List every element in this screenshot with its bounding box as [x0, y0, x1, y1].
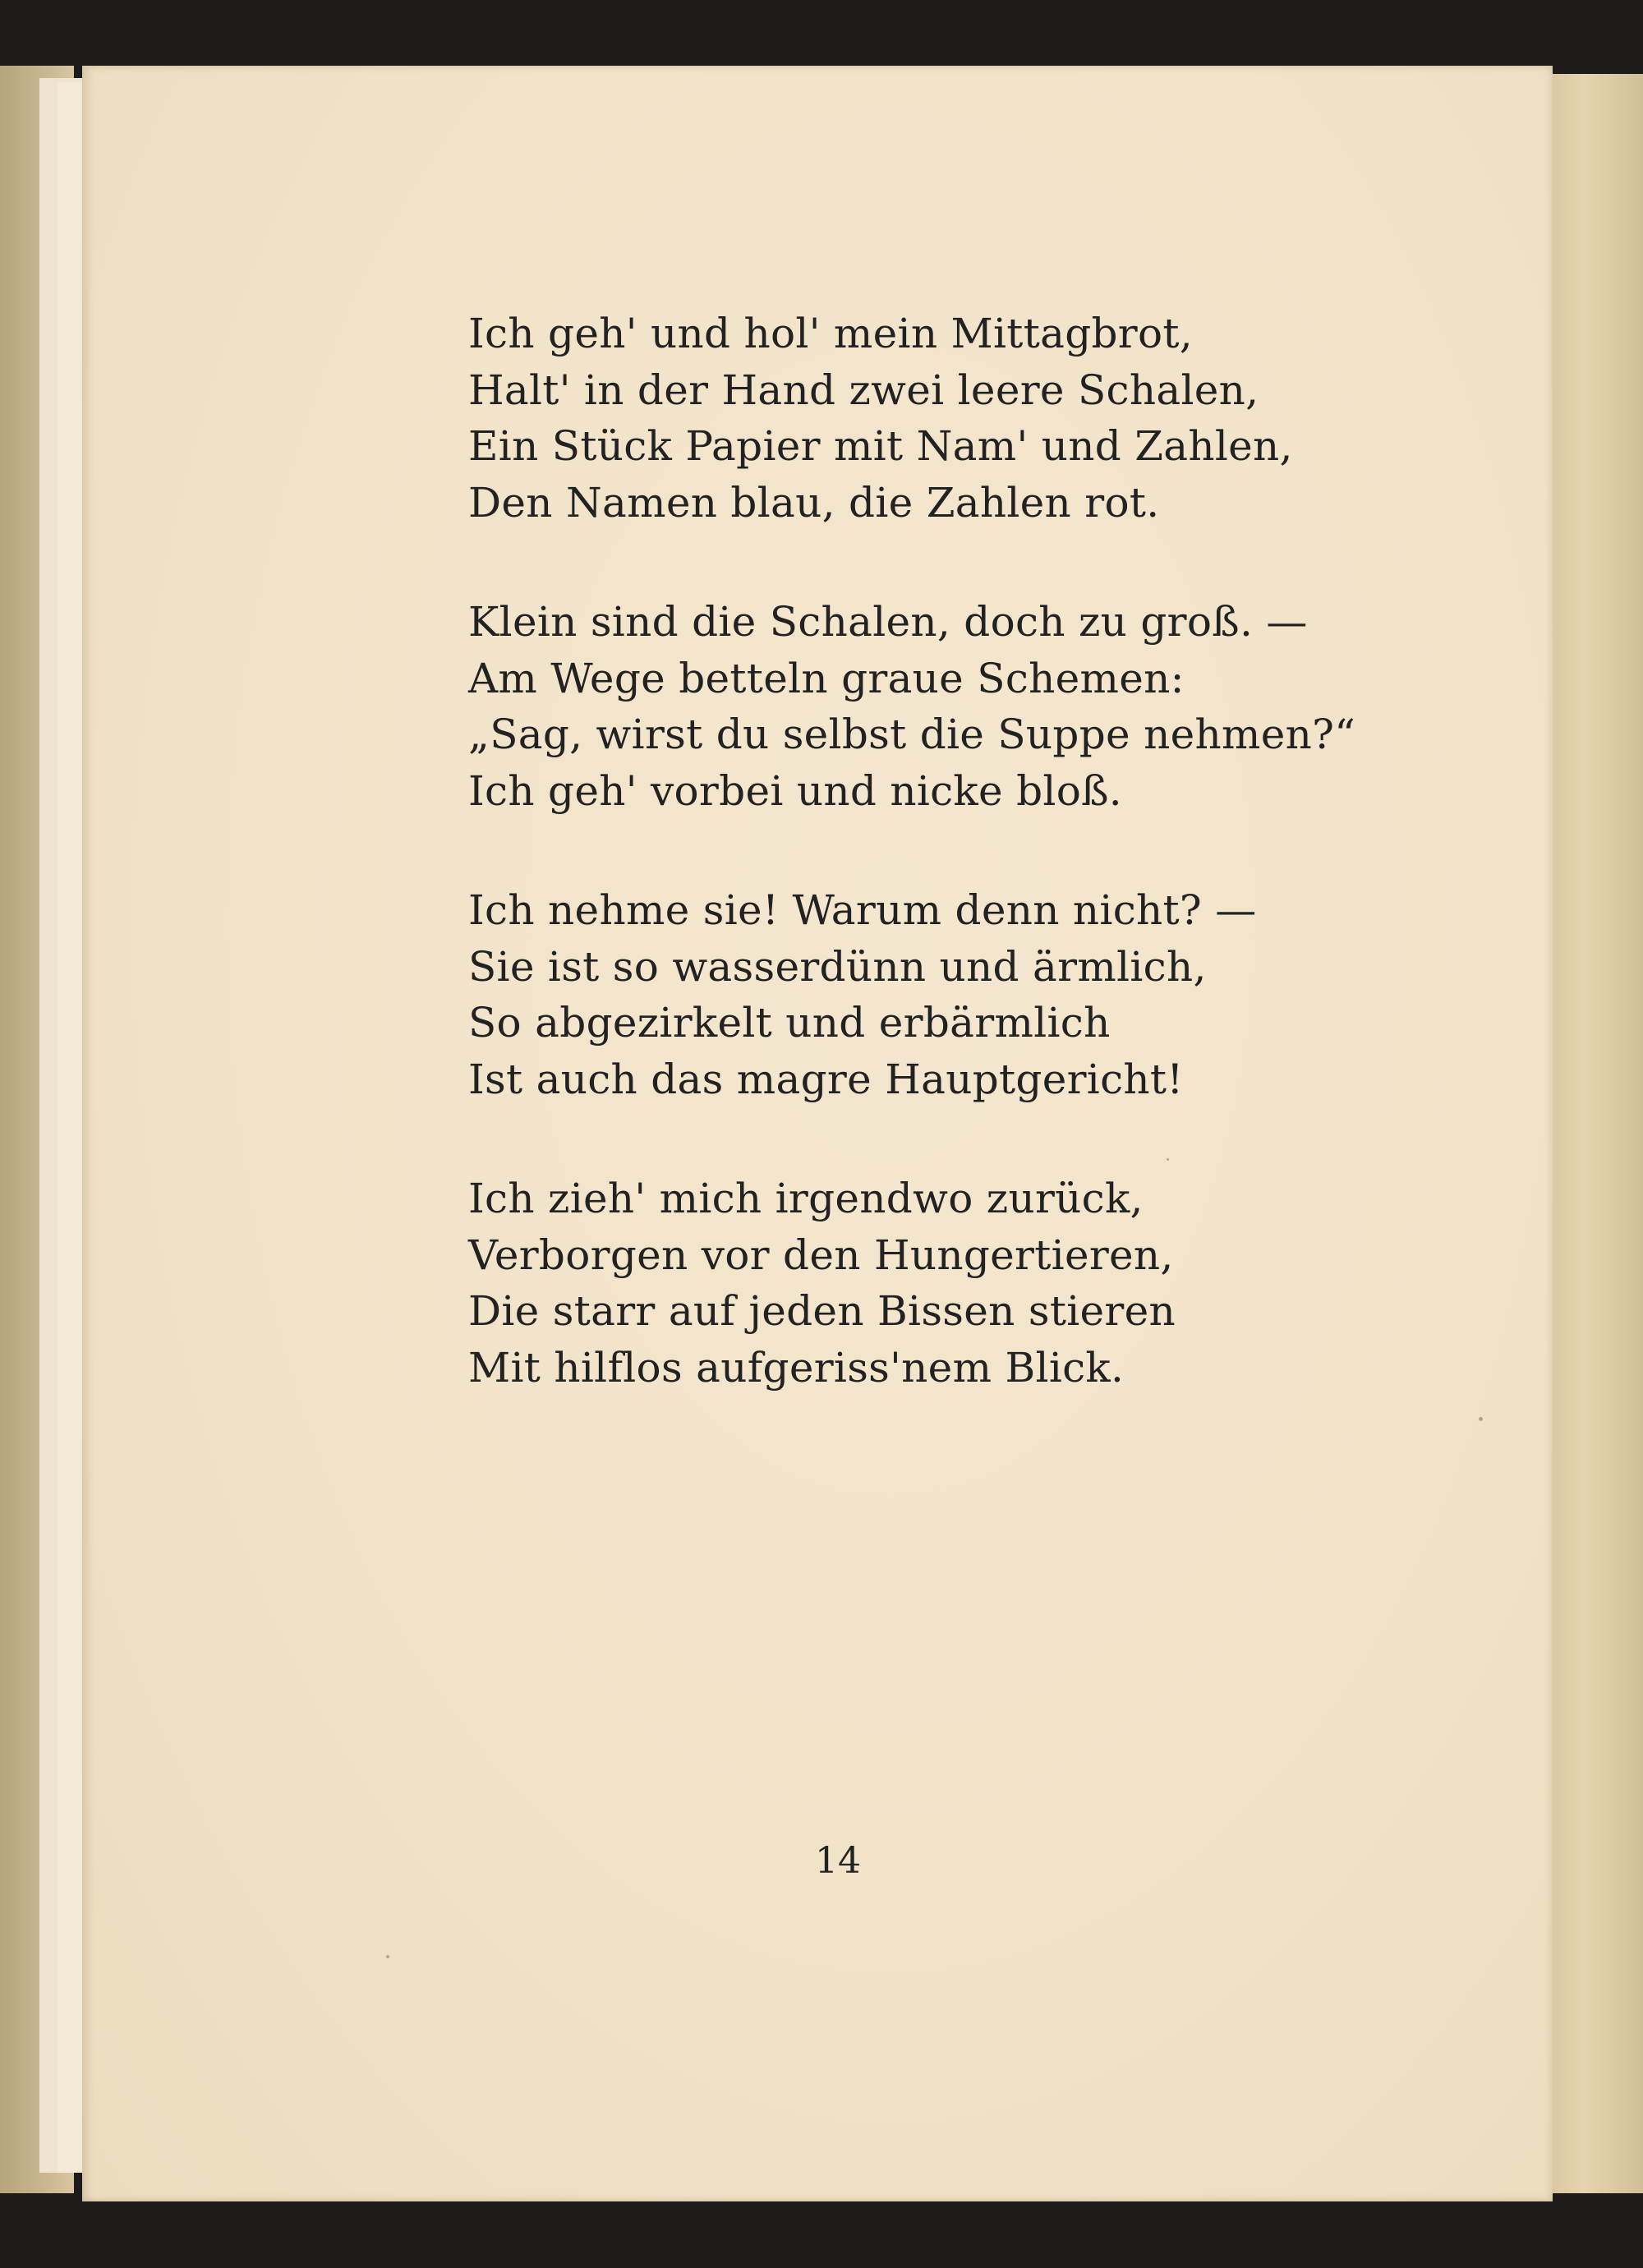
poem-line: „Sag, wirst du selbst die Suppe nehmen?“: [468, 711, 1356, 758]
poem-line: Am Wege betteln graue Schemen:: [468, 654, 1185, 702]
poem-line: So abgezirkelt und erbärmlich: [468, 999, 1111, 1047]
poem-line: Ich geh' vorbei und nicke bloß.: [468, 766, 1122, 815]
poem-line: Klein sind die Schalen, doch zu groß. —: [468, 598, 1308, 646]
stanza-1: [468, 306, 1293, 531]
poem-line: Die starr auf jeden Bissen stieren: [468, 1287, 1176, 1335]
poem-line: Den Namen blau, die Zahlen rot.: [468, 478, 1160, 527]
poem-line: Ich geh' und hol' mein Mittagbrot,: [468, 310, 1194, 357]
poem-line: Mit hilflos aufgeriss'nem Blick.: [468, 1343, 1125, 1392]
poem-line: Halt' in der Hand zwei leere Schalen,: [468, 366, 1259, 414]
poem-line: Ist auch das magre Hauptgericht!: [468, 1055, 1184, 1103]
paper-speck: [386, 1955, 389, 1958]
stanza-2: [468, 594, 1356, 819]
poem-line: Ich zieh' mich irgendwo zurück,: [468, 1175, 1144, 1222]
stanza-3: [468, 882, 1290, 1107]
poem: [468, 306, 1356, 1396]
poem-line: Ich nehme sie! Warum denn nicht? —: [468, 886, 1257, 934]
poem-line: Verborgen vor den Hungertieren,: [468, 1231, 1174, 1279]
paper-speck: [1479, 1417, 1483, 1421]
page-number: 14: [815, 1840, 861, 1882]
poem-line: Ein Stück Papier mit Nam' und Zahlen,: [468, 422, 1293, 470]
stanza-4: [468, 1171, 1290, 1396]
poem-line: Sie ist so wasserdünn und ärmlich,: [468, 942, 1207, 991]
